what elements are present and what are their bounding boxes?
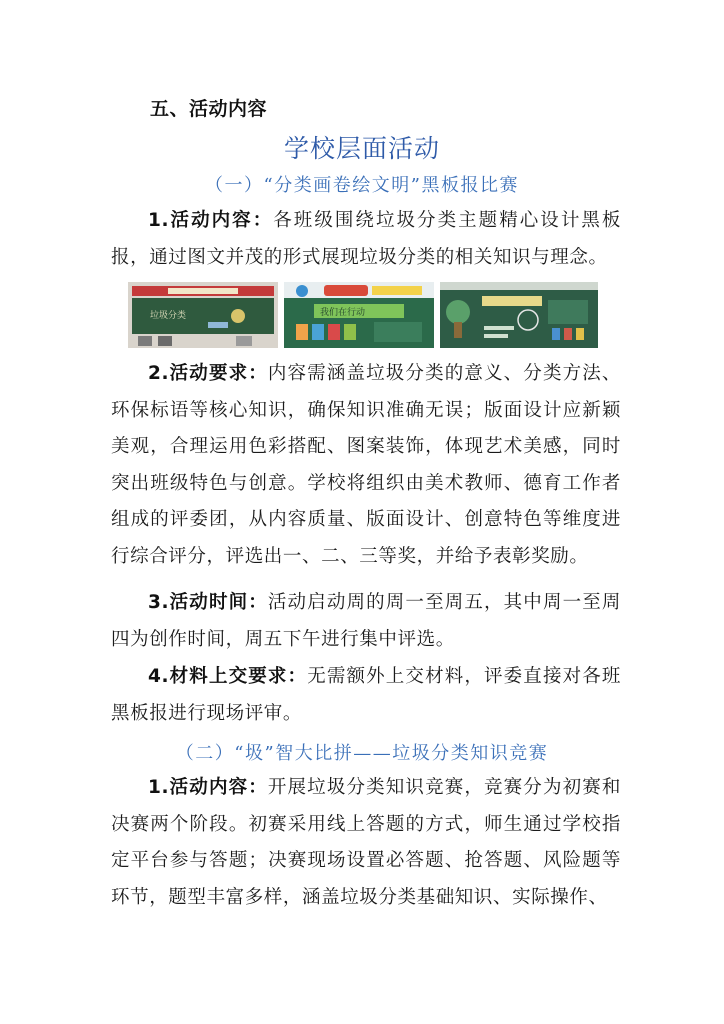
item-lead: 1.活动内容：	[148, 210, 274, 231]
activity2-heading: （二）“圾”智大比拼——垃圾分类知识竞赛	[175, 743, 549, 764]
item-text: 开展垃圾分类知识竞赛，竞赛分为初赛和决赛两个阶段。初赛采用线上答题的方式，师生通过学校指定平台参与答题；决赛现场设置必答题、抢答题、风险题等环节，题型丰富多样，涵盖垃圾分类基础知识、实际操作、	[111, 777, 621, 908]
item-text: 内容需涵盖垃圾分类的意义、分类方法、环保标语等核心知识，确保知识准确无误；版面设计应新颖美观，合理运用色彩搭配、图案装饰，体现艺术美感，同时突出班级特色与创意。学校将组织由美术教师、德育工作者组成的评委团，从内容质量、版面设计、创意特色等维度进行综合评分，评选出一、二、三等奖，并给予表彰奖励。	[111, 363, 621, 567]
section-heading: 五、活动内容	[150, 98, 268, 120]
activity2-item-1	[111, 770, 621, 916]
item-text: 无需额外上交材料，评委直接对各班黑板报进行现场评审。	[111, 666, 621, 724]
activity1-item-3	[111, 585, 621, 658]
item-lead: 2.活动要求：	[148, 363, 268, 384]
item-lead: 1.活动内容：	[148, 777, 268, 798]
item-text: 活动启动周的周一至周五，其中周一至周四为创作时间，周五下午进行集中评选。	[111, 592, 621, 650]
svg-text:垃圾分类: 垃圾分类	[150, 311, 187, 321]
blackboard-photo-1	[128, 282, 278, 348]
item-lead: 3.活动时间：	[148, 592, 268, 613]
blackboard-photo-strip	[128, 282, 598, 348]
item-text: 各班级围绕垃圾分类主题精心设计黑板报，通过图文并茂的形式展现垃圾分类的相关知识与理念。	[111, 210, 621, 268]
activity1-item-1	[111, 203, 621, 276]
blackboard-photo-3	[440, 282, 598, 348]
activity1-heading: （一）“分类画卷绘文明”黑板报比赛	[205, 175, 519, 196]
activity1-item-4	[111, 659, 621, 732]
svg-text:我们在行动: 我们在行动	[320, 308, 366, 318]
activity1-item-2	[111, 356, 621, 575]
blackboard-photo-2	[284, 282, 434, 348]
item-lead: 4.材料上交要求：	[148, 666, 308, 687]
center-title: 学校层面活动	[283, 134, 440, 163]
